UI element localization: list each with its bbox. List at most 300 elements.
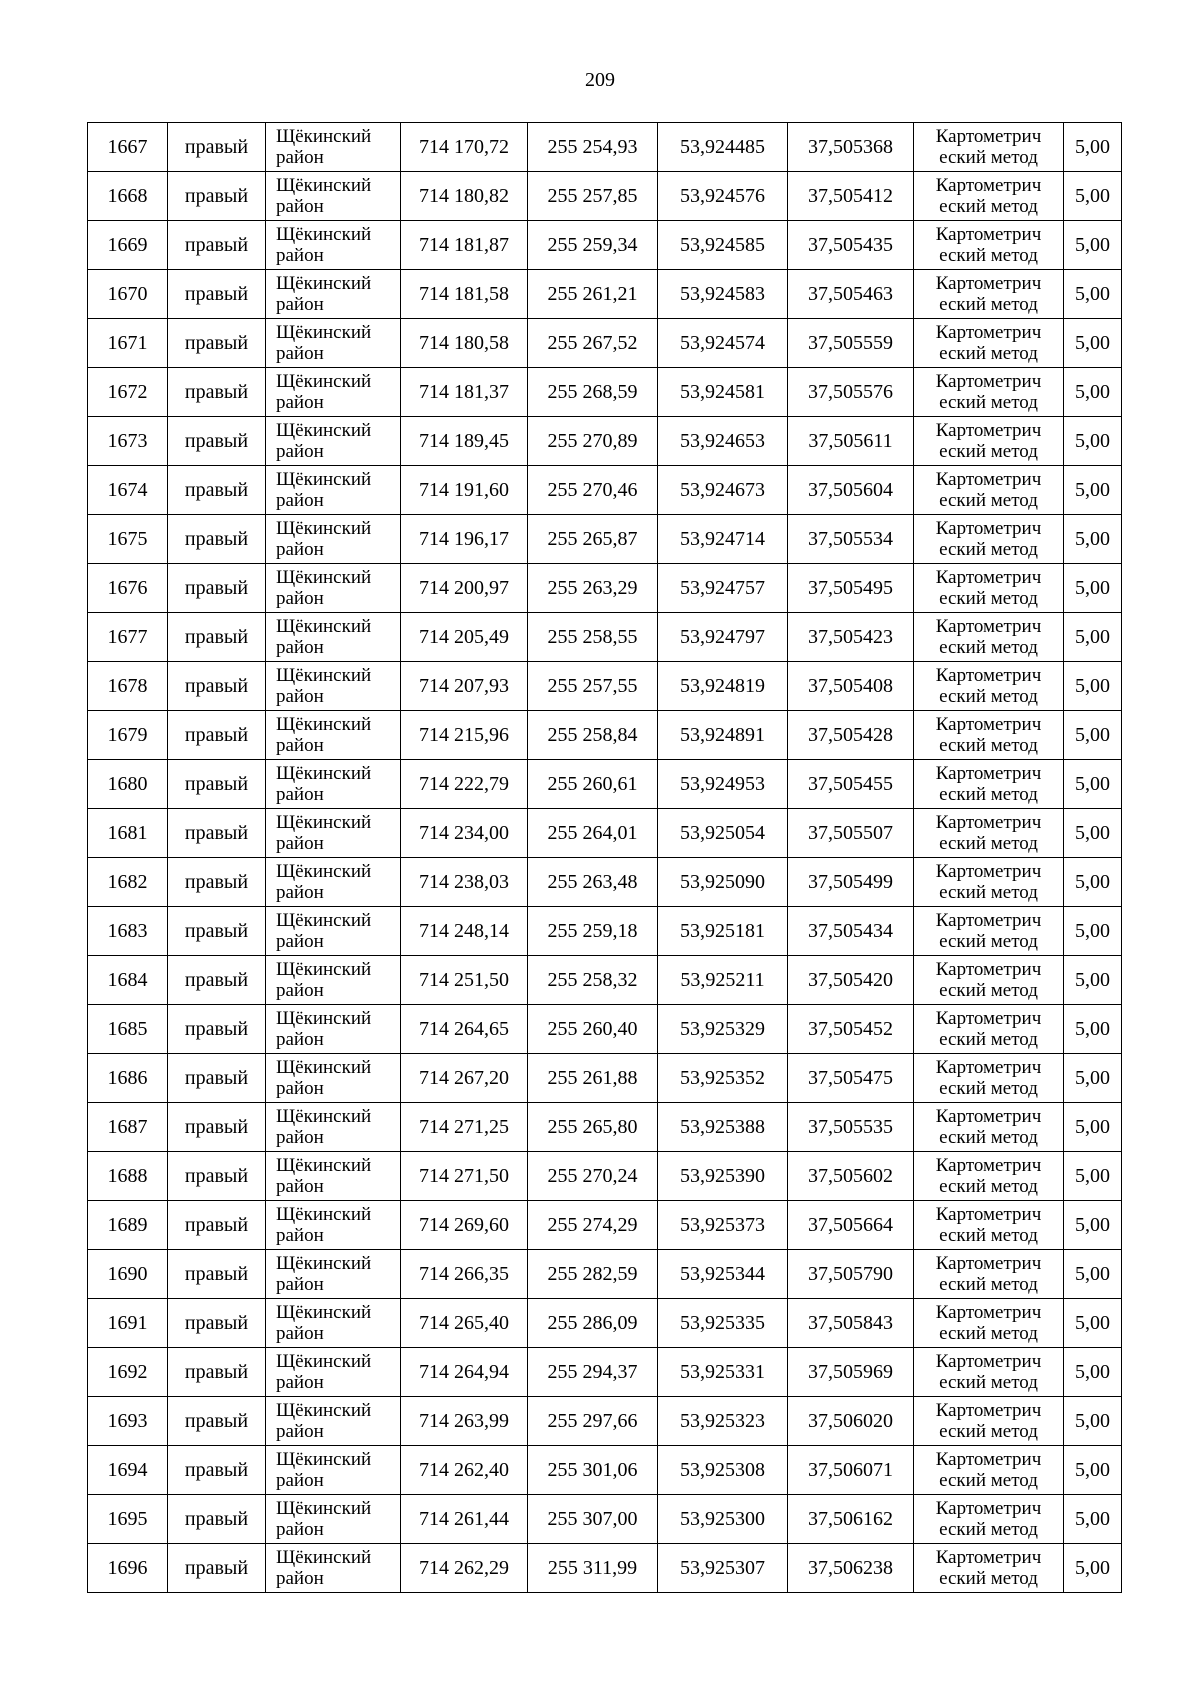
side-cell: правый: [168, 1495, 266, 1544]
y-coordinate-cell: 255 265,80: [528, 1103, 658, 1152]
latitude-cell: 53,924585: [658, 221, 788, 270]
longitude-cell: 37,505455: [788, 760, 914, 809]
side-cell: правый: [168, 1103, 266, 1152]
longitude-cell: 37,505664: [788, 1201, 914, 1250]
x-coordinate-cell: 714 189,45: [401, 417, 528, 466]
district-line-1: Щёкинский: [276, 1498, 372, 1519]
y-coordinate-cell: 255 263,29: [528, 564, 658, 613]
district-line-2: район: [276, 735, 324, 756]
method-line-2: еский метод: [939, 147, 1038, 168]
point-number-cell: 1693: [88, 1397, 168, 1446]
table-row: [88, 564, 1122, 613]
longitude-cell: 37,505604: [788, 466, 914, 515]
point-number-cell: 1669: [88, 221, 168, 270]
district-cell: [266, 221, 401, 270]
method-line-1: Картометрич: [935, 1449, 1042, 1470]
y-coordinate-cell: 255 257,55: [528, 662, 658, 711]
district-line-2: район: [276, 1078, 324, 1099]
district-line-2: район: [276, 1372, 324, 1393]
method-cell: [914, 711, 1064, 760]
method-line-2: еский метод: [939, 196, 1038, 217]
latitude-cell: 53,925335: [658, 1299, 788, 1348]
district-line-2: район: [276, 1274, 324, 1295]
accuracy-cell: 5,00: [1064, 662, 1122, 711]
latitude-cell: 53,925344: [658, 1250, 788, 1299]
method-cell: [914, 662, 1064, 711]
latitude-cell: 53,924819: [658, 662, 788, 711]
latitude-cell: 53,925308: [658, 1446, 788, 1495]
side-cell: правый: [168, 711, 266, 760]
table-row: [88, 123, 1122, 172]
longitude-cell: 37,505507: [788, 809, 914, 858]
method-cell: [914, 368, 1064, 417]
method-line-2: еский метод: [939, 1176, 1038, 1197]
point-number-cell: 1682: [88, 858, 168, 907]
method-cell: [914, 907, 1064, 956]
x-coordinate-cell: 714 261,44: [401, 1495, 528, 1544]
longitude-cell: 37,505452: [788, 1005, 914, 1054]
table-row: [88, 270, 1122, 319]
point-number-cell: 1687: [88, 1103, 168, 1152]
district-line-2: район: [276, 196, 324, 217]
point-number-cell: 1681: [88, 809, 168, 858]
side-cell: правый: [168, 1054, 266, 1103]
point-number-cell: 1667: [88, 123, 168, 172]
latitude-cell: 53,925323: [658, 1397, 788, 1446]
table-row: [88, 956, 1122, 1005]
district-line-1: Щёкинский: [276, 1204, 372, 1225]
longitude-cell: 37,505499: [788, 858, 914, 907]
coordinates-table: [87, 122, 1122, 1593]
x-coordinate-cell: 714 271,25: [401, 1103, 528, 1152]
longitude-cell: 37,505535: [788, 1103, 914, 1152]
x-coordinate-cell: 714 266,35: [401, 1250, 528, 1299]
method-line-1: Картометрич: [935, 1302, 1042, 1323]
district-cell: [266, 1446, 401, 1495]
method-cell: [914, 760, 1064, 809]
district-line-2: район: [276, 1470, 324, 1491]
x-coordinate-cell: 714 248,14: [401, 907, 528, 956]
point-number-cell: 1695: [88, 1495, 168, 1544]
method-line-2: еский метод: [939, 294, 1038, 315]
district-line-1: Щёкинский: [276, 1008, 372, 1029]
district-line-2: район: [276, 1029, 324, 1050]
latitude-cell: 53,924891: [658, 711, 788, 760]
method-line-2: еский метод: [939, 784, 1038, 805]
y-coordinate-cell: 255 257,85: [528, 172, 658, 221]
latitude-cell: 53,925373: [658, 1201, 788, 1250]
district-line-2: район: [276, 784, 324, 805]
method-line-2: еский метод: [939, 735, 1038, 756]
x-coordinate-cell: 714 271,50: [401, 1152, 528, 1201]
table-row: [88, 319, 1122, 368]
method-line-1: Картометрич: [935, 322, 1042, 343]
x-coordinate-cell: 714 265,40: [401, 1299, 528, 1348]
method-line-2: еский метод: [939, 245, 1038, 266]
latitude-cell: 53,925181: [658, 907, 788, 956]
table-row: [88, 1201, 1122, 1250]
district-line-2: район: [276, 1127, 324, 1148]
method-line-1: Картометрич: [935, 714, 1042, 735]
table-row: [88, 613, 1122, 662]
table-row: [88, 1054, 1122, 1103]
district-cell: [266, 711, 401, 760]
table-row: [88, 515, 1122, 564]
table-row: [88, 662, 1122, 711]
x-coordinate-cell: 714 251,50: [401, 956, 528, 1005]
side-cell: правый: [168, 907, 266, 956]
district-line-1: Щёкинский: [276, 567, 372, 588]
district-line-1: Щёкинский: [276, 812, 372, 833]
accuracy-cell: 5,00: [1064, 1250, 1122, 1299]
method-line-1: Картометрич: [935, 665, 1042, 686]
side-cell: правый: [168, 809, 266, 858]
method-line-2: еский метод: [939, 833, 1038, 854]
method-line-2: еский метод: [939, 1274, 1038, 1295]
district-cell: [266, 1152, 401, 1201]
accuracy-cell: 5,00: [1064, 1103, 1122, 1152]
method-cell: [914, 1348, 1064, 1397]
district-cell: [266, 1054, 401, 1103]
method-cell: [914, 564, 1064, 613]
method-cell: [914, 172, 1064, 221]
latitude-cell: 53,925300: [658, 1495, 788, 1544]
district-line-2: район: [276, 294, 324, 315]
district-line-2: район: [276, 343, 324, 364]
district-line-1: Щёкинский: [276, 714, 372, 735]
district-cell: [266, 613, 401, 662]
district-line-2: район: [276, 588, 324, 609]
district-line-1: Щёкинский: [276, 665, 372, 686]
longitude-cell: 37,506071: [788, 1446, 914, 1495]
x-coordinate-cell: 714 205,49: [401, 613, 528, 662]
side-cell: правый: [168, 662, 266, 711]
district-cell: [266, 270, 401, 319]
district-line-1: Щёкинский: [276, 1106, 372, 1127]
method-line-1: Картометрич: [935, 910, 1042, 931]
longitude-cell: 37,505475: [788, 1054, 914, 1103]
longitude-cell: 37,505969: [788, 1348, 914, 1397]
accuracy-cell: 5,00: [1064, 172, 1122, 221]
district-cell: [266, 1250, 401, 1299]
latitude-cell: 53,925307: [658, 1544, 788, 1593]
y-coordinate-cell: 255 265,87: [528, 515, 658, 564]
method-cell: [914, 1152, 1064, 1201]
district-cell: [266, 1103, 401, 1152]
y-coordinate-cell: 255 301,06: [528, 1446, 658, 1495]
latitude-cell: 53,924485: [658, 123, 788, 172]
method-line-1: Картометрич: [935, 1498, 1042, 1519]
district-line-2: район: [276, 882, 324, 903]
latitude-cell: 53,924653: [658, 417, 788, 466]
district-line-1: Щёкинский: [276, 224, 372, 245]
district-cell: [266, 417, 401, 466]
y-coordinate-cell: 255 307,00: [528, 1495, 658, 1544]
y-coordinate-cell: 255 282,59: [528, 1250, 658, 1299]
longitude-cell: 37,505790: [788, 1250, 914, 1299]
district-line-2: район: [276, 1323, 324, 1344]
longitude-cell: 37,505412: [788, 172, 914, 221]
district-cell: [266, 319, 401, 368]
accuracy-cell: 5,00: [1064, 564, 1122, 613]
longitude-cell: 37,505434: [788, 907, 914, 956]
y-coordinate-cell: 255 254,93: [528, 123, 658, 172]
latitude-cell: 53,924797: [658, 613, 788, 662]
method-cell: [914, 1250, 1064, 1299]
side-cell: правый: [168, 319, 266, 368]
method-line-2: еский метод: [939, 1372, 1038, 1393]
accuracy-cell: 5,00: [1064, 1544, 1122, 1593]
method-line-2: еский метод: [939, 1225, 1038, 1246]
district-line-1: Щёкинский: [276, 371, 372, 392]
y-coordinate-cell: 255 260,40: [528, 1005, 658, 1054]
district-cell: [266, 1299, 401, 1348]
longitude-cell: 37,506162: [788, 1495, 914, 1544]
table-row: [88, 760, 1122, 809]
method-line-2: еский метод: [939, 637, 1038, 658]
point-number-cell: 1673: [88, 417, 168, 466]
method-cell: [914, 858, 1064, 907]
accuracy-cell: 5,00: [1064, 711, 1122, 760]
x-coordinate-cell: 714 263,99: [401, 1397, 528, 1446]
y-coordinate-cell: 255 264,01: [528, 809, 658, 858]
district-line-1: Щёкинский: [276, 1302, 372, 1323]
method-cell: [914, 1299, 1064, 1348]
table-row: [88, 907, 1122, 956]
side-cell: правый: [168, 172, 266, 221]
table-row: [88, 368, 1122, 417]
side-cell: правый: [168, 1005, 266, 1054]
x-coordinate-cell: 714 180,82: [401, 172, 528, 221]
district-line-2: район: [276, 147, 324, 168]
district-line-2: район: [276, 1421, 324, 1442]
longitude-cell: 37,506238: [788, 1544, 914, 1593]
table-row: [88, 1005, 1122, 1054]
district-line-1: Щёкинский: [276, 1155, 372, 1176]
longitude-cell: 37,505559: [788, 319, 914, 368]
method-line-1: Картометрич: [935, 1351, 1042, 1372]
district-cell: [266, 172, 401, 221]
x-coordinate-cell: 714 262,40: [401, 1446, 528, 1495]
side-cell: правый: [168, 417, 266, 466]
district-line-1: Щёкинский: [276, 763, 372, 784]
longitude-cell: 37,505611: [788, 417, 914, 466]
district-line-1: Щёкинский: [276, 1400, 372, 1421]
longitude-cell: 37,505495: [788, 564, 914, 613]
point-number-cell: 1685: [88, 1005, 168, 1054]
point-number-cell: 1670: [88, 270, 168, 319]
latitude-cell: 53,924953: [658, 760, 788, 809]
method-line-2: еский метод: [939, 1568, 1038, 1589]
accuracy-cell: 5,00: [1064, 956, 1122, 1005]
point-number-cell: 1668: [88, 172, 168, 221]
table-row: [88, 221, 1122, 270]
method-line-1: Картометрич: [935, 1547, 1042, 1568]
point-number-cell: 1679: [88, 711, 168, 760]
accuracy-cell: 5,00: [1064, 1397, 1122, 1446]
accuracy-cell: 5,00: [1064, 1495, 1122, 1544]
longitude-cell: 37,505435: [788, 221, 914, 270]
district-line-1: Щёкинский: [276, 273, 372, 294]
latitude-cell: 53,924673: [658, 466, 788, 515]
table-row: [88, 1544, 1122, 1593]
method-line-1: Картометрич: [935, 1057, 1042, 1078]
longitude-cell: 37,505843: [788, 1299, 914, 1348]
y-coordinate-cell: 255 311,99: [528, 1544, 658, 1593]
longitude-cell: 37,505576: [788, 368, 914, 417]
point-number-cell: 1689: [88, 1201, 168, 1250]
district-cell: [266, 760, 401, 809]
y-coordinate-cell: 255 297,66: [528, 1397, 658, 1446]
method-cell: [914, 417, 1064, 466]
district-line-2: район: [276, 1568, 324, 1589]
method-cell: [914, 1054, 1064, 1103]
point-number-cell: 1694: [88, 1446, 168, 1495]
point-number-cell: 1677: [88, 613, 168, 662]
y-coordinate-cell: 255 259,34: [528, 221, 658, 270]
accuracy-cell: 5,00: [1064, 270, 1122, 319]
longitude-cell: 37,505602: [788, 1152, 914, 1201]
accuracy-cell: 5,00: [1064, 221, 1122, 270]
y-coordinate-cell: 255 274,29: [528, 1201, 658, 1250]
method-line-1: Картометрич: [935, 224, 1042, 245]
side-cell: правый: [168, 1397, 266, 1446]
method-cell: [914, 1103, 1064, 1152]
x-coordinate-cell: 714 215,96: [401, 711, 528, 760]
latitude-cell: 53,925352: [658, 1054, 788, 1103]
method-cell: [914, 1446, 1064, 1495]
district-line-2: район: [276, 1225, 324, 1246]
point-number-cell: 1686: [88, 1054, 168, 1103]
x-coordinate-cell: 714 181,87: [401, 221, 528, 270]
district-line-2: район: [276, 441, 324, 462]
accuracy-cell: 5,00: [1064, 515, 1122, 564]
point-number-cell: 1690: [88, 1250, 168, 1299]
x-coordinate-cell: 714 234,00: [401, 809, 528, 858]
district-line-1: Щёкинский: [276, 616, 372, 637]
accuracy-cell: 5,00: [1064, 809, 1122, 858]
table-row: [88, 1397, 1122, 1446]
table-row: [88, 1103, 1122, 1152]
point-number-cell: 1674: [88, 466, 168, 515]
method-cell: [914, 221, 1064, 270]
method-line-2: еский метод: [939, 1421, 1038, 1442]
latitude-cell: 53,925211: [658, 956, 788, 1005]
district-line-2: район: [276, 392, 324, 413]
table-row: [88, 1495, 1122, 1544]
side-cell: правый: [168, 1446, 266, 1495]
y-coordinate-cell: 255 270,24: [528, 1152, 658, 1201]
district-cell: [266, 907, 401, 956]
method-line-1: Картометрич: [935, 469, 1042, 490]
side-cell: правый: [168, 1250, 266, 1299]
latitude-cell: 53,925388: [658, 1103, 788, 1152]
y-coordinate-cell: 255 263,48: [528, 858, 658, 907]
method-line-1: Картометрич: [935, 126, 1042, 147]
district-cell: [266, 1544, 401, 1593]
longitude-cell: 37,505534: [788, 515, 914, 564]
table-row: [88, 1348, 1122, 1397]
latitude-cell: 53,924714: [658, 515, 788, 564]
method-line-2: еский метод: [939, 343, 1038, 364]
method-line-1: Картометрич: [935, 420, 1042, 441]
x-coordinate-cell: 714 238,03: [401, 858, 528, 907]
latitude-cell: 53,925054: [658, 809, 788, 858]
accuracy-cell: 5,00: [1064, 368, 1122, 417]
accuracy-cell: 5,00: [1064, 858, 1122, 907]
district-line-2: район: [276, 1519, 324, 1540]
accuracy-cell: 5,00: [1064, 613, 1122, 662]
x-coordinate-cell: 714 267,20: [401, 1054, 528, 1103]
table-row: [88, 172, 1122, 221]
accuracy-cell: 5,00: [1064, 123, 1122, 172]
accuracy-cell: 5,00: [1064, 466, 1122, 515]
point-number-cell: 1675: [88, 515, 168, 564]
method-line-2: еский метод: [939, 1078, 1038, 1099]
table-row: [88, 1446, 1122, 1495]
longitude-cell: 37,505408: [788, 662, 914, 711]
side-cell: правый: [168, 564, 266, 613]
y-coordinate-cell: 255 259,18: [528, 907, 658, 956]
district-cell: [266, 662, 401, 711]
method-line-2: еский метод: [939, 1127, 1038, 1148]
x-coordinate-cell: 714 181,37: [401, 368, 528, 417]
method-line-2: еский метод: [939, 588, 1038, 609]
latitude-cell: 53,924757: [658, 564, 788, 613]
district-cell: [266, 564, 401, 613]
latitude-cell: 53,925090: [658, 858, 788, 907]
side-cell: правый: [168, 613, 266, 662]
district-cell: [266, 515, 401, 564]
y-coordinate-cell: 255 268,59: [528, 368, 658, 417]
x-coordinate-cell: 714 264,94: [401, 1348, 528, 1397]
latitude-cell: 53,924583: [658, 270, 788, 319]
longitude-cell: 37,505423: [788, 613, 914, 662]
district-cell: [266, 1005, 401, 1054]
method-line-1: Картометрич: [935, 1400, 1042, 1421]
method-cell: [914, 466, 1064, 515]
method-line-1: Картометрич: [935, 273, 1042, 294]
method-line-2: еский метод: [939, 1519, 1038, 1540]
method-line-2: еский метод: [939, 441, 1038, 462]
method-cell: [914, 956, 1064, 1005]
accuracy-cell: 5,00: [1064, 760, 1122, 809]
method-line-1: Картометрич: [935, 1155, 1042, 1176]
district-line-1: Щёкинский: [276, 1351, 372, 1372]
x-coordinate-cell: 714 262,29: [401, 1544, 528, 1593]
y-coordinate-cell: 255 270,46: [528, 466, 658, 515]
method-cell: [914, 1397, 1064, 1446]
point-number-cell: 1684: [88, 956, 168, 1005]
point-number-cell: 1680: [88, 760, 168, 809]
method-cell: [914, 319, 1064, 368]
side-cell: правый: [168, 1152, 266, 1201]
side-cell: правый: [168, 858, 266, 907]
x-coordinate-cell: 714 207,93: [401, 662, 528, 711]
district-line-1: Щёкинский: [276, 322, 372, 343]
point-number-cell: 1676: [88, 564, 168, 613]
side-cell: правый: [168, 123, 266, 172]
table-row: [88, 858, 1122, 907]
point-number-cell: 1672: [88, 368, 168, 417]
y-coordinate-cell: 255 260,61: [528, 760, 658, 809]
y-coordinate-cell: 255 261,21: [528, 270, 658, 319]
method-line-1: Картометрич: [935, 1106, 1042, 1127]
longitude-cell: 37,505428: [788, 711, 914, 760]
y-coordinate-cell: 255 258,55: [528, 613, 658, 662]
accuracy-cell: 5,00: [1064, 319, 1122, 368]
district-line-1: Щёкинский: [276, 1057, 372, 1078]
